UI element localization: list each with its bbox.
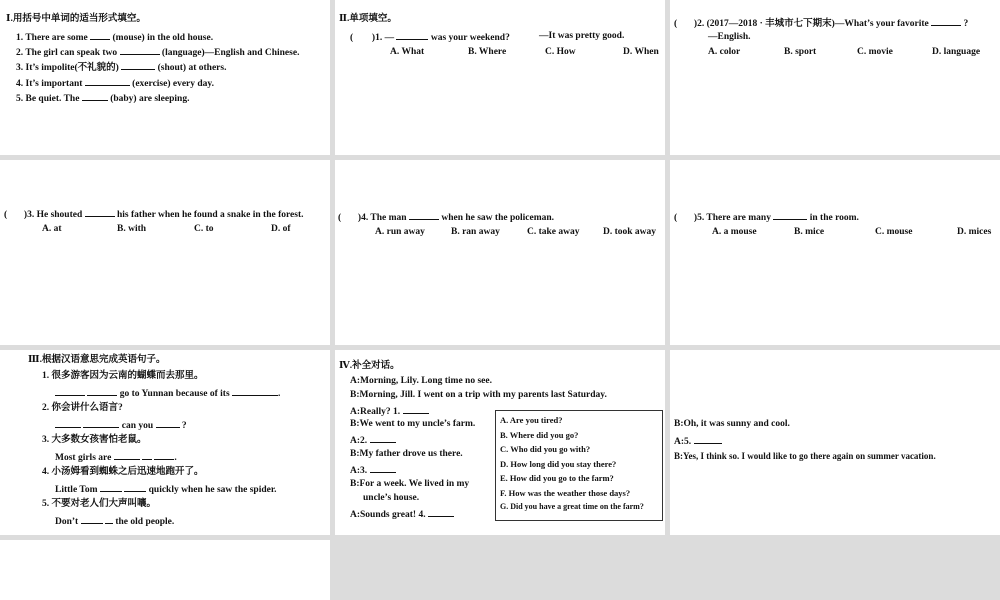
panel-part4-continued bbox=[670, 350, 1000, 535]
dialogue-line bbox=[674, 436, 722, 448]
sentence-2-english bbox=[55, 420, 187, 432]
dialogue-line: A:Morning, Lily. Long time no see. bbox=[350, 376, 492, 386]
dialogue-line: B:We went to my uncle’s farm. bbox=[350, 419, 476, 429]
section-title: Ⅳ.补全对话。 bbox=[339, 361, 400, 371]
option-d[interactable]: D. How long did you stay there? bbox=[500, 459, 617, 469]
sentence-4-chinese: 4. 小汤姆看到蜘蛛之后迅速地跑开了。 bbox=[42, 467, 204, 477]
option-b[interactable]: B. Where did you go? bbox=[500, 430, 579, 440]
question-text: 5. Be quiet. The bbox=[16, 94, 80, 104]
panel-part1 bbox=[0, 0, 330, 155]
dialogue-line: uncle’s house. bbox=[363, 493, 420, 503]
question-text: (shout) at others. bbox=[157, 63, 227, 73]
option-b[interactable]: B. Where bbox=[468, 47, 507, 57]
answer-blank[interactable] bbox=[82, 93, 108, 101]
panel-part4 bbox=[335, 350, 665, 535]
dialogue-text: A:Sounds great! 4. bbox=[350, 510, 426, 520]
answer-paren[interactable]: ( bbox=[350, 33, 354, 43]
sentence-text: Don’t bbox=[55, 517, 79, 527]
question-text: )2. (2017—2018 · 丰城市七下期末)—What’s your favorite bbox=[693, 19, 929, 29]
dialogue-line bbox=[350, 465, 396, 477]
sentence-5-english bbox=[55, 516, 174, 528]
option-c[interactable]: C. take away bbox=[527, 227, 580, 237]
question-text: when he saw the policeman. bbox=[441, 213, 555, 223]
sentence-text: quickly when he saw the spider. bbox=[148, 485, 277, 495]
option-c[interactable]: C. mouse bbox=[875, 227, 913, 237]
answer-blank[interactable] bbox=[85, 209, 115, 217]
answer-blank[interactable] bbox=[156, 420, 180, 428]
question-text: his father when he found a snake in the forest. bbox=[117, 210, 304, 220]
question-text: )5. There are many bbox=[693, 213, 771, 223]
sentence-text: the old people. bbox=[115, 517, 175, 527]
option-c[interactable]: C. movie bbox=[857, 47, 893, 57]
panel-part2-q2 bbox=[670, 0, 1000, 155]
question-1 bbox=[16, 32, 213, 44]
answer-blank[interactable] bbox=[694, 436, 722, 444]
dialogue-text: A:5. bbox=[674, 437, 692, 447]
answer-blank[interactable] bbox=[154, 452, 174, 460]
question-text: )4. The man bbox=[357, 213, 407, 223]
dialogue-text: A:3. bbox=[350, 466, 368, 476]
option-b[interactable]: B. with bbox=[117, 224, 147, 234]
option-c[interactable]: C. Who did you go with? bbox=[500, 444, 591, 454]
answer-blank[interactable] bbox=[90, 32, 110, 40]
answer-blank[interactable] bbox=[85, 78, 130, 86]
option-a[interactable]: A. a mouse bbox=[712, 227, 757, 237]
option-box bbox=[495, 410, 663, 521]
option-a[interactable]: A. run away bbox=[375, 227, 425, 237]
option-b[interactable]: B. sport bbox=[784, 47, 817, 57]
sentence-2-chinese: 2. 你会讲什么语言? bbox=[42, 403, 123, 413]
question-text: 2. The girl can speak two bbox=[16, 48, 118, 58]
answer-blank[interactable] bbox=[81, 516, 103, 524]
question-text: 3. It’s impolite(不礼貌的) bbox=[16, 63, 119, 73]
dialogue-text: A:Really? 1. bbox=[350, 407, 401, 417]
option-c[interactable]: C. to bbox=[194, 224, 214, 234]
question-text: 1. There are some bbox=[16, 33, 88, 43]
option-d[interactable]: D. took away bbox=[603, 227, 657, 237]
answer-blank[interactable] bbox=[428, 509, 454, 517]
panel-part2-q4 bbox=[335, 160, 665, 345]
answer-blank[interactable] bbox=[773, 212, 807, 220]
answer-blank[interactable] bbox=[55, 388, 85, 396]
option-b[interactable]: B. mice bbox=[794, 227, 825, 237]
question-2 bbox=[16, 47, 299, 59]
option-f[interactable]: F. How was the weather those days? bbox=[500, 488, 631, 498]
answer-blank[interactable] bbox=[100, 484, 122, 492]
answer-blank[interactable] bbox=[114, 452, 140, 460]
sentence-1-chinese: 1. 很多游客因为云南的蝴蝶而去那里。 bbox=[42, 371, 204, 381]
sentence-3-english: Most girls are . bbox=[55, 453, 177, 463]
question-text: in the room. bbox=[809, 213, 859, 223]
sentence-text: ? bbox=[181, 421, 187, 431]
option-d[interactable]: D. mices bbox=[957, 227, 992, 237]
dialogue-line bbox=[350, 509, 454, 521]
option-a[interactable]: A. Are you tired? bbox=[500, 415, 563, 425]
answer-blank[interactable] bbox=[121, 62, 155, 70]
question-2 bbox=[674, 18, 968, 30]
sentence-5-chinese: 5. 不要对老人们大声叫嚷。 bbox=[42, 499, 157, 509]
answer-blank[interactable] bbox=[83, 420, 119, 428]
answer-blank[interactable] bbox=[142, 452, 152, 460]
option-g[interactable]: G. Did you have a great time on the farm? bbox=[500, 502, 644, 511]
answer-blank[interactable] bbox=[370, 435, 396, 443]
answer-blank[interactable] bbox=[396, 32, 428, 40]
answer-blank[interactable] bbox=[409, 212, 439, 220]
panel-part2-q3 bbox=[0, 160, 330, 345]
answer-blank[interactable] bbox=[403, 406, 429, 414]
option-d[interactable]: D. of bbox=[271, 224, 291, 234]
option-d[interactable]: D. When bbox=[623, 47, 659, 57]
option-a[interactable]: A. at bbox=[42, 224, 62, 234]
section-title: Ⅱ.单项填空。 bbox=[339, 14, 397, 24]
question-text: was your weekend? bbox=[430, 33, 510, 43]
question-text: )1. — bbox=[371, 33, 395, 43]
dialogue-line bbox=[350, 406, 429, 418]
option-e[interactable]: E. How did you go to the farm? bbox=[500, 473, 614, 483]
dialogue-line: B:Morning, Jill. I went on a trip with my parents last Saturday. bbox=[350, 390, 607, 400]
answer-blank[interactable] bbox=[87, 388, 117, 396]
dialogue-line: B:Yes, I think so. I would like to go there again on summer vacation. bbox=[674, 451, 936, 461]
dialogue-text: A:2. bbox=[350, 436, 368, 446]
panel-part3 bbox=[0, 350, 330, 535]
question-response: —It was pretty good. bbox=[539, 31, 625, 41]
question-response: —English. bbox=[708, 32, 751, 42]
question-4 bbox=[16, 78, 214, 90]
answer-blank[interactable] bbox=[124, 484, 146, 492]
question-text: ? bbox=[963, 19, 969, 29]
answer-blank[interactable] bbox=[120, 47, 160, 55]
answer-blank[interactable] bbox=[105, 516, 113, 524]
dialogue-line bbox=[350, 435, 396, 447]
question-text: (mouse) in the old house. bbox=[112, 33, 214, 43]
option-c[interactable]: C. How bbox=[545, 47, 576, 57]
sentence-text: go to Yunnan because of its bbox=[119, 389, 230, 399]
answer-blank[interactable] bbox=[55, 420, 81, 428]
question-1 bbox=[350, 32, 510, 44]
answer-blank[interactable] bbox=[370, 465, 396, 473]
question-5 bbox=[16, 93, 189, 105]
answer-paren[interactable]: ( bbox=[338, 213, 342, 223]
question-3 bbox=[4, 209, 304, 221]
dialogue-line: B:My father drove us there. bbox=[350, 449, 463, 459]
option-a[interactable]: A. color bbox=[708, 47, 741, 57]
sentence-text: Little Tom bbox=[55, 485, 98, 495]
sentence-1-english: go to Yunnan because of its . bbox=[55, 388, 280, 400]
section-title: Ⅰ.用括号中单词的适当形式填空。 bbox=[6, 14, 146, 24]
option-b[interactable]: B. ran away bbox=[451, 227, 500, 237]
question-text: (language)—English and Chinese. bbox=[161, 48, 300, 58]
answer-blank[interactable] bbox=[931, 18, 961, 26]
panel-part2-q5 bbox=[670, 160, 1000, 345]
panel-blank bbox=[0, 540, 330, 600]
sentence-4-english bbox=[55, 484, 277, 496]
question-text: (baby) are sleeping. bbox=[110, 94, 190, 104]
sentence-text: Most girls are bbox=[55, 453, 112, 463]
answer-blank[interactable] bbox=[232, 388, 278, 396]
dialogue-line: B:Oh, it was sunny and cool. bbox=[674, 419, 790, 429]
answer-paren[interactable]: ( bbox=[4, 210, 8, 220]
question-text: )3. He shouted bbox=[23, 210, 83, 220]
answer-paren[interactable]: ( bbox=[674, 19, 678, 29]
question-4 bbox=[338, 212, 554, 224]
question-5 bbox=[674, 212, 859, 224]
question-3 bbox=[16, 62, 226, 74]
section-title: Ⅲ.根据汉语意思完成英语句子。 bbox=[28, 355, 166, 365]
answer-paren[interactable]: ( bbox=[674, 213, 678, 223]
panel-part2 bbox=[335, 0, 665, 155]
option-d[interactable]: D. language bbox=[932, 47, 981, 57]
question-text: (exercise) every day. bbox=[132, 79, 215, 89]
option-a[interactable]: A. What bbox=[390, 47, 425, 57]
sentence-text: can you bbox=[121, 421, 154, 431]
sentence-3-chinese: 3. 大多数女孩害怕老鼠。 bbox=[42, 435, 147, 445]
dialogue-line: B:For a week. We lived in my bbox=[350, 479, 470, 489]
question-text: 4. It’s important bbox=[16, 79, 83, 89]
